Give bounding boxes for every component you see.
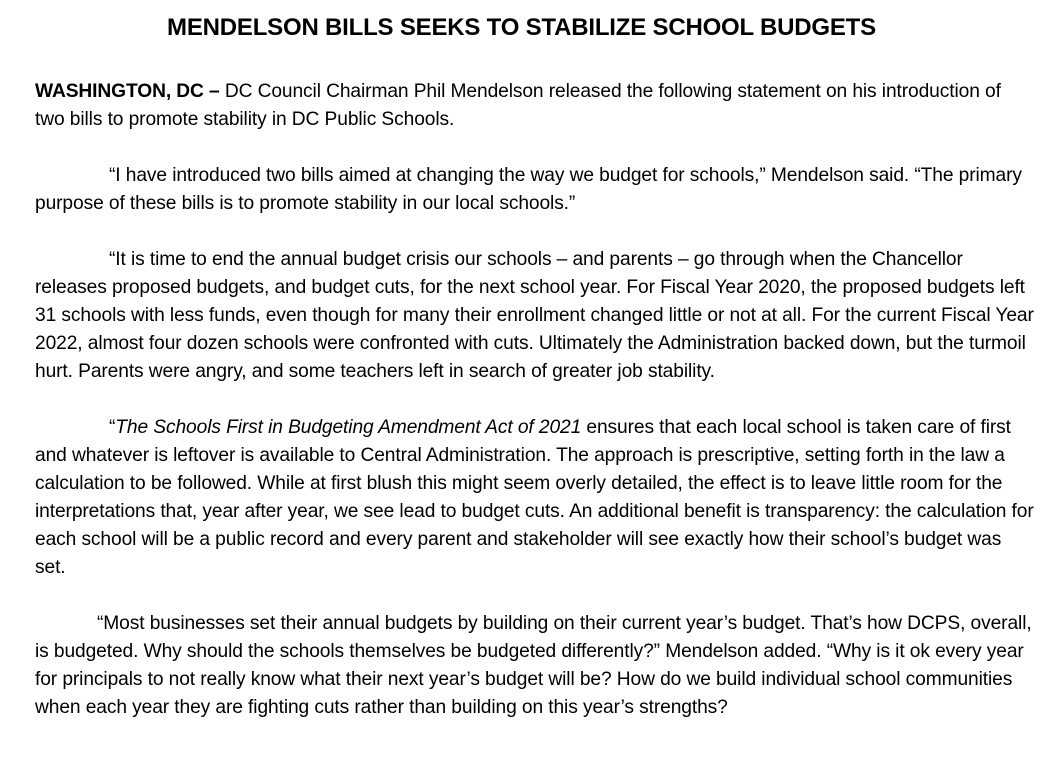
act-title: The Schools First in Budgeting Amendment Act of 2021 — [115, 417, 582, 438]
open-quote: “ — [109, 417, 116, 438]
paragraph-intro — [35, 78, 1035, 134]
dateline: WASHINGTON, DC – — [35, 81, 220, 102]
paragraph-quote-3 — [35, 414, 1035, 582]
paragraph-quote-3-text: ensures that each local school is taken care of first and whatever is leftover is available to Central Administration. The approach is prescriptive, setting forth in the law a calculation to be followed. While at first blush this might seem overly detailed, the effect is to leave little room for the interpretations that, year after year, we see lead to budget cuts. An additional benefit is transparency: the calculation for each school will be a public record and every parent and stakeholder will see exactly how their school’s budget was set. — [35, 417, 1034, 578]
paragraph-quote-4: “Most businesses set their annual budgets by building on their current year’s budget. That’s how DCPS, overall, is budgeted. Why should the schools themselves be budgeted differently?” Mendelson added. “Why is it ok every year for principals to not really know what their next year’s budget will be? How do we build individual school communities when each year they are fighting cuts rather than building on this year’s strengths? — [35, 613, 1032, 718]
paragraph-quote-2: “It is time to end the annual budget crisis our schools – and parents – go through when the Chancellor releases proposed budgets, and budget cuts, for the next school year. For Fiscal Year 2020, the proposed budgets left 31 schools with less funds, even though for many their enrollment changed little or not at all. For the current Fiscal Year 2022, almost four dozen schools were confronted with cuts. Ultimately the Administration backed down, but the turmoil hurt. Parents were angry, and some teachers left in search of greater job stability. — [35, 249, 1034, 382]
headline: MENDELSON BILLS SEEKS TO STABILIZE SCHOOL BUDGETS — [167, 14, 876, 41]
paragraph-quote-1: “I have introduced two bills aimed at changing the way we budget for schools,” Mendelson said. “The primary purpose of these bills is to promote stability in our local schools.” — [35, 165, 1022, 214]
paragraph-intro-text: DC Council Chairman Phil Mendelson released the following statement on his introduction of two bills to promote stability in DC Public Schools. — [35, 81, 1001, 130]
article-body — [35, 78, 1035, 750]
